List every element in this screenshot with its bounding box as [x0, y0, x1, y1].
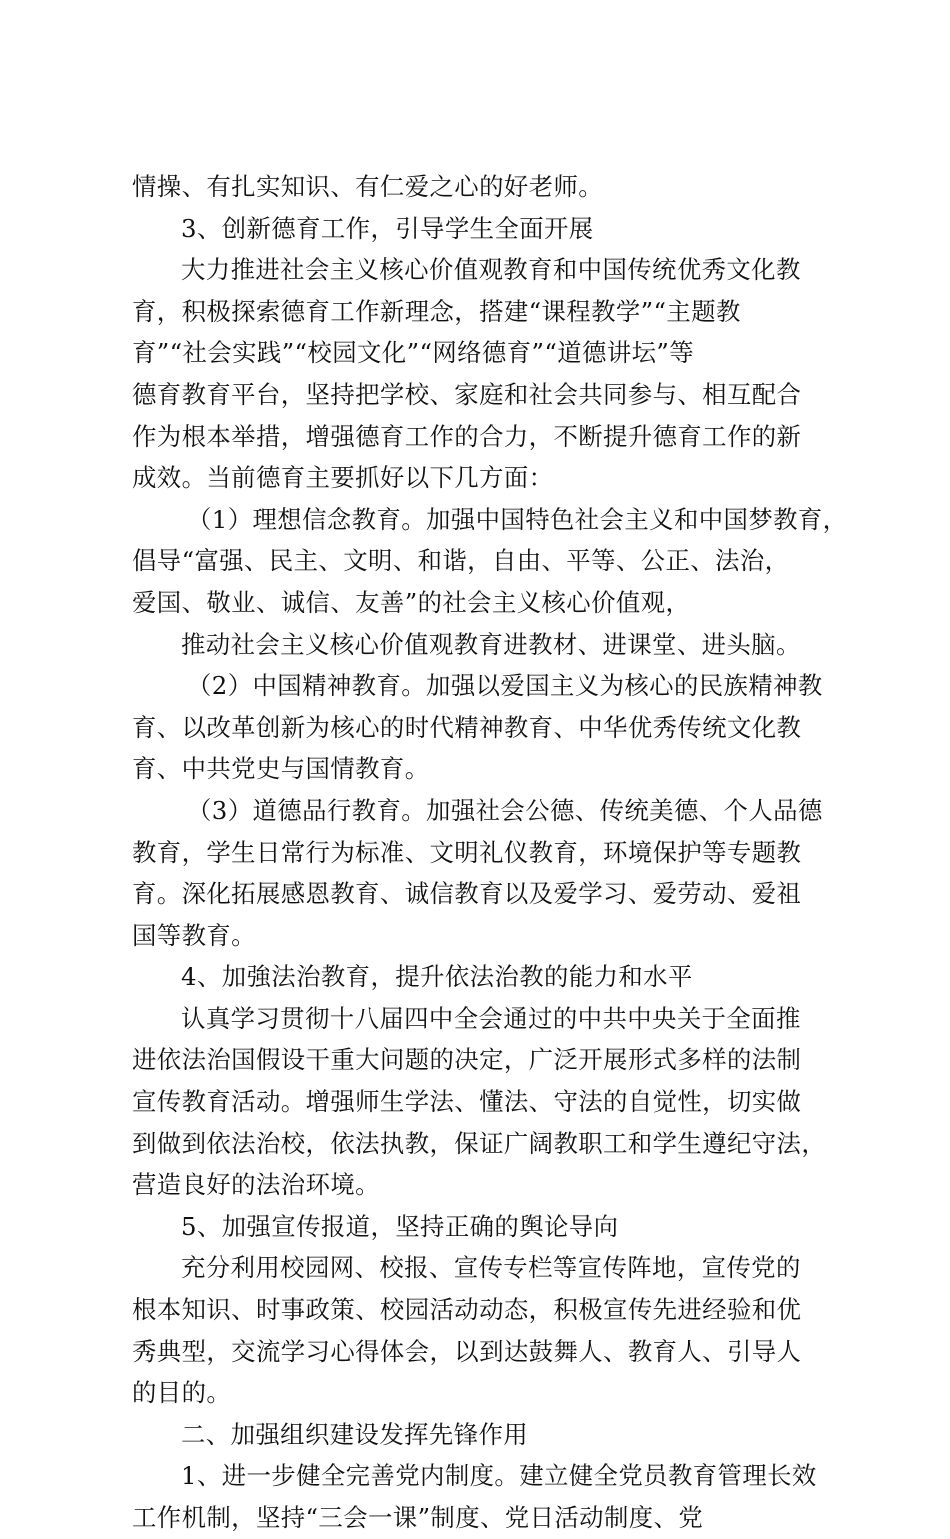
text-line-6: 德育教育平台，坚持把学校、家庭和社会共同参与、相互配合: [132, 379, 802, 409]
text-line-24: 到做到依法治校，依法执教，保证广阔教职工和学生遵纪守法，: [132, 1128, 827, 1158]
text-line-19: 国等教育。: [132, 920, 256, 950]
text-line-23: 宣传教育活动。增强师生学法、懂法、守法的自觉性，切实做: [132, 1087, 802, 1117]
subsection-3: （3）道德品行教育。加强社会公德、传统美德、个人品德: [187, 795, 823, 825]
text-line-32: 1、进一步健全完善党内制度。建立健全党员教育管理长效: [181, 1461, 817, 1491]
text-line-33: 工作机制，坚持“三会一课”制度、党日活动制度、党: [132, 1503, 704, 1532]
text-line-10: 倡导“富强、民主、文明、和谐，自由、平等、公正、法治，: [132, 546, 790, 576]
text-line-29: 秀典型，交流学习心得体会，以到达鼓舞人、教育人、引导人: [132, 1336, 802, 1366]
section-heading-4: 4、加強法治教育，提升依法治教的能力和水平: [181, 962, 693, 992]
text-line-25: 营造良好的法治环境。: [132, 1170, 380, 1200]
text-line-8: 成效。当前德育主要抓好以下几方面：: [132, 463, 554, 493]
subsection-1: （1）理想信念教育。加强中国特色社会主义和中国梦教育，: [187, 504, 848, 534]
text-line-17: 教育，学生日常行为标准、文明礼仪教育，环境保护等专题教: [132, 837, 802, 867]
text-line-18: 育。深化拓展感恩教育、诚信教育以及爱学习、爱劳动、爱祖: [132, 879, 802, 909]
text-line-28: 根本知识、时事政策、校园活动动态，积极宣传先进经验和优: [132, 1295, 802, 1325]
text-line-30: 的目的。: [132, 1378, 232, 1408]
text-line-12: 推动社会主义核心价值观教育进教材、进课堂、进头脑。: [181, 629, 801, 659]
text-line-21: 认真学习贯彻十八届四中全会通过的中共中央关于全面推: [181, 1003, 801, 1033]
text-line-15: 育、中共党史与国情教育。: [132, 754, 430, 784]
text-line-11: 爱国、敬业、诚信、友善”的社会主义核心价值观，: [132, 587, 691, 617]
document-body: [132, 166, 852, 1539]
text-line-5: 育”“社会实践”“校园文化”“网络德育”“道德讲坛”等: [132, 338, 695, 368]
text-line-7: 作为根本举措，增强德育工作的合力，不断提升德育工作的新: [132, 421, 802, 451]
text-line-27: 充分利用校园网、校报、宣传专栏等宣传阵地，宣传党的: [181, 1253, 801, 1283]
text-line-3: 大力推进社会主义核心价值观教育和中国传统优秀文化教: [181, 255, 801, 285]
text-line-4: 育，积极探索德育工作新理念，搭建“课程教学”“主题教: [132, 296, 741, 326]
chapter-heading-2: 二、加强组织建设发挥先锋作用: [181, 1419, 529, 1449]
text-line-22: 进依法治国假设干重大问题的决定，广泛开展形式多样的法制: [132, 1045, 802, 1075]
text-line-14: 育、以改革创新为核心的时代精神教育、中华优秀传统文化教: [132, 712, 802, 742]
section-heading-5: 5、加强宣传报道，坚持正确的舆论导向: [181, 1211, 619, 1241]
subsection-2: （2）中国精神教育。加强以爱国主义为核心的民族精神教: [187, 671, 823, 701]
text-line-1: 情操、有扎实知识、有仁爱之心的好老师。: [132, 172, 604, 201]
section-heading-3: 3、创新德育工作，引导学生全面开展: [181, 213, 594, 243]
